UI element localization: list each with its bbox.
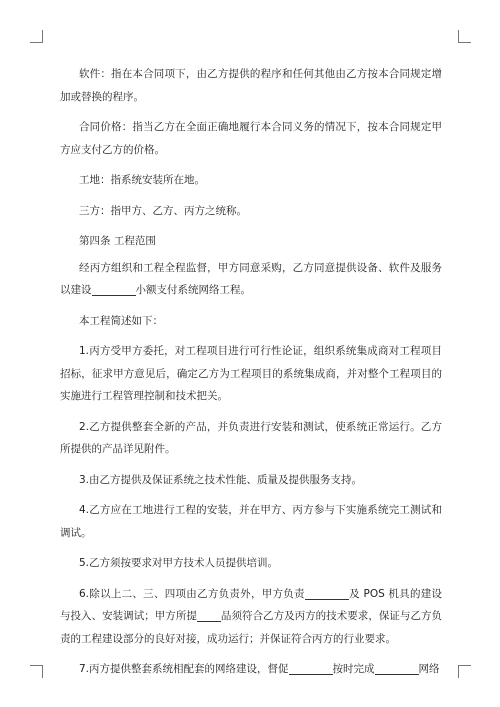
list-item-1: 1.丙方受甲方委托，对工程项目进行可行性论证，组织系统集成商对工程项目招标，征求甲方意见后，确定乙方为工程项目的系统集成商，并对整个工程项目的实施进行工程管理控制和技术把关。 <box>60 345 442 402</box>
item7-text-c: 网络 <box>418 663 440 675</box>
list-item-6 <box>60 583 442 651</box>
crop-mark-bottom-right <box>458 665 471 678</box>
blank-field <box>375 661 419 675</box>
scope-paragraph <box>60 257 442 302</box>
list-item-3: 3.由乙方提供及保证系统之技术性能、质量及提供服务支持。 <box>79 473 363 486</box>
definition-software: 软件：指在本合同项下，由乙方提供的程序和任何其他由乙方按本合同规定增加或替换的程序。 <box>60 68 442 103</box>
scope-text-a: 经丙方组织和工程全程监督，甲方同意采购，乙方同意提供设备、软件及服务以建设 <box>60 261 442 296</box>
document-page <box>60 63 442 689</box>
item6-text-b: 及 POS 机具的建设与投入、安装调试；甲方所提 <box>60 587 442 622</box>
item7-text-a: 7.丙方提供整套系统相配套的网络建设，督促 <box>79 663 289 675</box>
definition-site: 工地：指系统安装所在地。 <box>79 174 205 186</box>
list-item-2: 2.乙方提供整套全新的产品，并负责进行安装和测试，使系统正常运行。乙方所提供的产品详见附件。 <box>60 420 442 455</box>
blank-field <box>92 282 136 296</box>
blank-field <box>289 661 333 675</box>
list-item-5: 5.乙方须按要求对甲方技术人员提供培训。 <box>79 557 279 569</box>
scope-text-b: 小额支付系统网络工程。 <box>135 284 251 296</box>
crop-mark-bottom-left <box>30 665 43 678</box>
list-item-7 <box>60 658 442 681</box>
definition-three-parties: 三方：指甲方、乙方、丙方之统称。 <box>79 204 247 217</box>
item6-text-a: 6.除以上二、三、四项由乙方负责外，甲方负责 <box>79 587 305 600</box>
crop-mark-top-right <box>458 30 471 43</box>
section-heading: 第四条 工程范围 <box>79 235 156 247</box>
item7-text-b: 按时完成 <box>332 663 375 675</box>
blank-field <box>197 608 221 622</box>
crop-mark-top-left <box>30 30 43 43</box>
blank-field <box>305 586 349 600</box>
summary-intro: 本工程简述如下： <box>79 314 163 327</box>
item6-text-c: 品须符合乙方及丙方的技术要求，保证与乙方负责的工程建设部分的良好对接，成功运行；并保证符合丙方的行业要求。 <box>60 610 443 645</box>
list-item-4: 4.乙方应在工地进行工程的安装，并在甲方、丙方参与下实施系统完工测试和调试。 <box>60 504 442 539</box>
definition-contract-price: 合同价格：指当乙方在全面正确地履行本合同义务的情况下，按本合同规定甲方应支付乙方的价格。 <box>60 121 442 156</box>
